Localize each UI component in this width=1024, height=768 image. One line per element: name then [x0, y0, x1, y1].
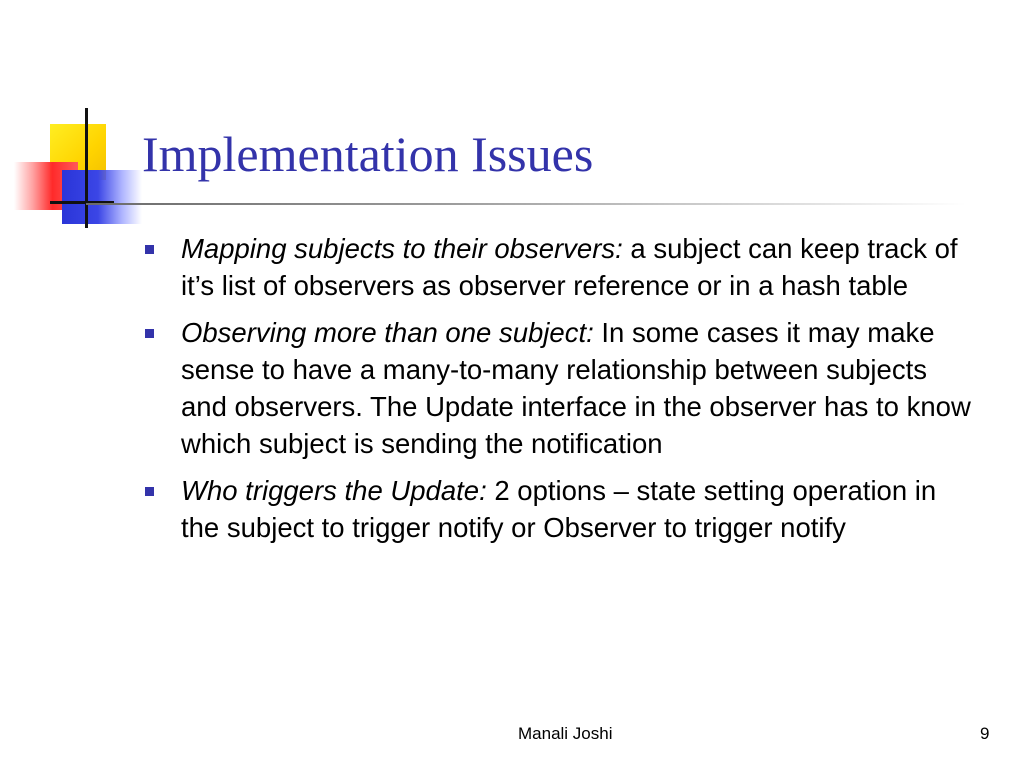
blue-square-shape [62, 170, 142, 224]
slide-title: Implementation Issues [142, 126, 594, 182]
square-bullet-icon [145, 329, 154, 338]
square-bullet-icon [145, 487, 154, 496]
bullet-lead: Mapping subjects to their observers: [181, 233, 623, 264]
bullet-text: 2 options – state setting operation in the subject to trigger notify or Observer to trigger notify [181, 475, 937, 543]
bullet-list [144, 230, 974, 556]
square-bullet-icon [145, 245, 154, 254]
bullet-lead: Who triggers the Update: [181, 475, 487, 506]
bullet-item [144, 472, 974, 546]
bullet-text: a subject can keep track of it’s list of observers as observer reference or in a hash table [181, 233, 958, 301]
bullet-item [144, 314, 974, 462]
page-number: 9 [980, 724, 990, 743]
vertical-line-shape [85, 108, 88, 228]
title-divider [86, 203, 966, 205]
bullet-item [144, 230, 974, 304]
footer-author: Manali Joshi [518, 724, 613, 743]
bullet-lead: Observing more than one subject: [181, 317, 594, 348]
bullet-text: In some cases it may make sense to have a many-to-many relationship between subjects and observers. The Update interface in the observer has to know which subject is sending the notification [181, 317, 971, 459]
